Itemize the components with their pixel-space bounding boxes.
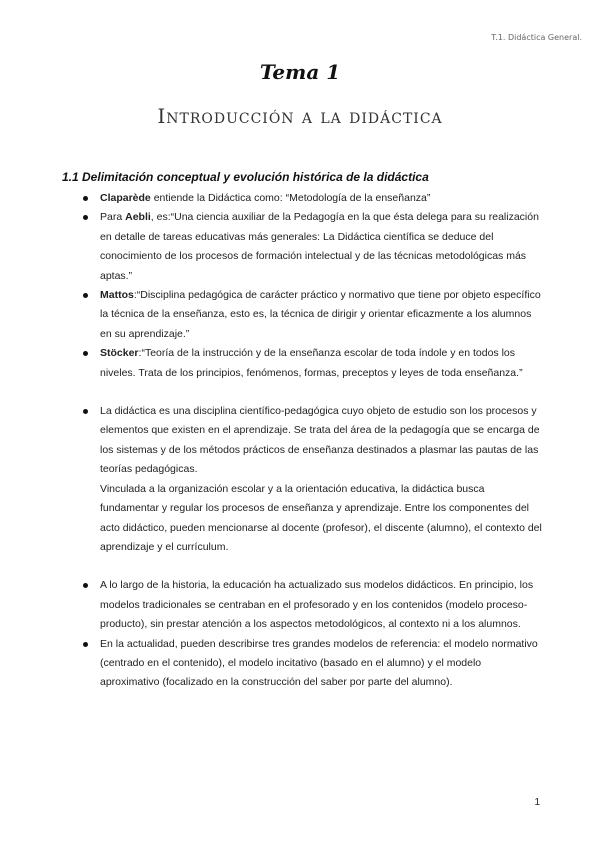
author-name: Claparède: [100, 192, 151, 204]
paragraph-text: A lo largo de la historia, la educación ha actualizado sus modelos didácticos. En principio, los modelos tradicionales se centraban en el profesorado y en los contenidos (modelo proceso-producto), sin prestar atención a los aspectos metodológicos, al contexto ni a los alumnos.: [100, 579, 534, 631]
history-list: [80, 576, 542, 692]
list-item: [80, 635, 542, 693]
author-name: Mattos: [100, 289, 134, 302]
list-item: [80, 402, 542, 557]
list-item: [80, 208, 542, 286]
list-item: [80, 344, 542, 383]
paragraph-text: La didáctica es una disciplina científico-pedagógica cuyo objeto de estudio son los procesos y elementos que existen en el aprendizaje. Se trata del área de la pedagogía que se encarga de los sistemas y de los métodos prácticos de enseñanza destinados a plasmar las pautas de las teorías pedagógicas.: [100, 405, 540, 476]
list-item: [80, 189, 542, 208]
bullet-icon: [83, 196, 88, 201]
bullet-icon: [83, 583, 88, 588]
definition-text: :“Teoría de la instrucción y de la enseñanza escolar de toda índole y en todos los niveles. Trata de los principios, fenómenos, formas, preceptos y leyes de toda enseñanza.”: [100, 347, 523, 379]
definition-text: :“Disciplina pedagógica de carácter práctico y normativo que tiene por objeto específico la técnica de la enseñanza, esto es, la técnica de dirigir y orientar eficazmente a los alumnos en su aprendizaje.”: [100, 289, 541, 340]
definition-text: , es:“Una ciencia auxiliar de la Pedagogía en la que ésta delega para su realización en detalle de tareas educativas más generales: La Didáctica científica se deduce del conocimiento de los procesos de formación intelectual y de las técnicas metodológicas más aptas.”: [100, 211, 539, 282]
section-content: [80, 189, 542, 693]
running-header: T.1. Didáctica General.: [491, 33, 582, 42]
spacer: [80, 557, 542, 576]
bullet-icon: [83, 409, 88, 414]
spacer: [80, 383, 542, 402]
definition-text: entiende la Didáctica como: “Metodología de la enseñanza”: [150, 192, 431, 204]
didactica-list: [80, 402, 542, 557]
paragraph-text: Vinculada a la organización escolar y a la orientación educativa, la didáctica busca fundamentar y regular los procesos de enseñanza y aprendizaje. Entre los componentes del acto didáctico, pueden mencionarse al docente (profesor), el discente (alumno), el contexto del aprendizaje y el currículum.: [100, 482, 542, 553]
bullet-icon: [83, 642, 88, 647]
bullet-icon: [83, 215, 88, 220]
topic-subtitle: Introducción a la didáctica: [157, 104, 443, 128]
section-heading: 1.1 Delimitación conceptual y evolución histórica de la didáctica: [62, 170, 429, 184]
author-name: Aebli: [125, 211, 151, 224]
page-number: 1: [534, 797, 540, 808]
paragraph-text: En la actualidad, pueden describirse tres grandes modelos de referencia: el modelo normativo (centrado en el contenido), el modelo incitativo (basado en el alumno) y el modelo aproximativo (focalizado en la construcción del saber por parte del alumno).: [100, 637, 538, 689]
definition-prefix: Para: [100, 211, 126, 224]
topic-title: Tema 1: [259, 60, 341, 84]
author-name: Stöcker: [100, 347, 139, 360]
bullet-icon: [83, 293, 88, 298]
definitions-list: [80, 189, 542, 383]
bullet-icon: [83, 351, 88, 356]
list-item: [80, 576, 542, 634]
list-item: [80, 286, 542, 344]
